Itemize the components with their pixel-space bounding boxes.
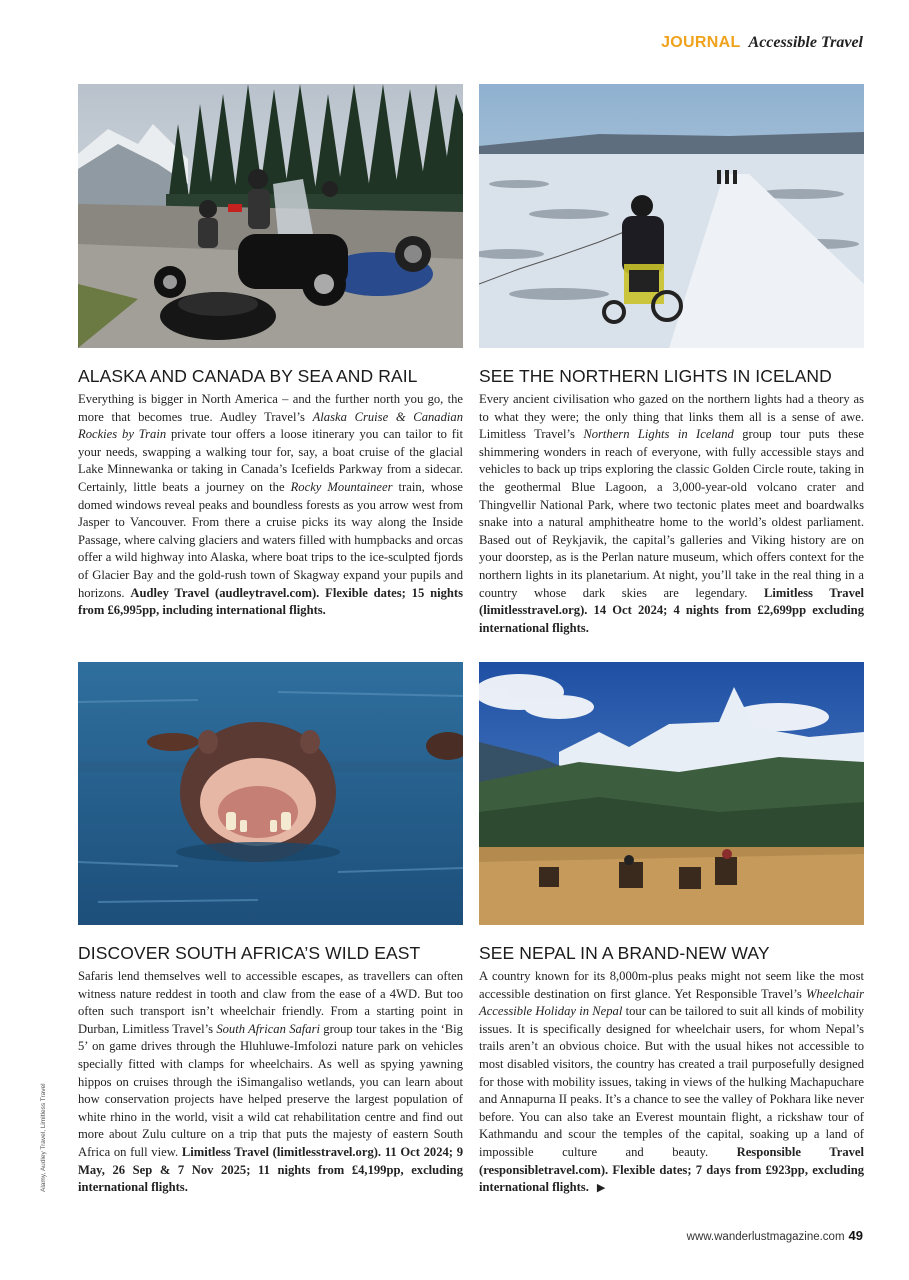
text-run: Alaska Cruise & Canadian Rockies by Train [78,409,463,442]
page-footer [687,1228,863,1243]
text-run: Safaris lend themselves well to accessible escapes, as travellers can often witness nature reddest in tooth and claw from the ease of a 4WD. But too often such transport isn’t wheelchair friendly. From a starting point in Durban, Limitless Travel’s [78,969,463,1036]
text-run: group tour puts these shimmering wonders in reach of everyone, with fully accessible stays and vehicles to back up trips exploring the classic Golden Circle route, taking in the geothermal Blue Lagoon, a 3,000-year-old volcano crater and Thingvellir National Park, where two tectonic plates meet and boardwalks snake into a natural amphitheatre home to the world’s oldest parliament. Based out of Reykjavik, the capital’s galleries and Viking history are on your doorstep, as is the Perlan nature museum, which offers context for the northern lights in its planetarium. At night, you’ll take in the real thing in a country whose dark skies are legendary. [479,427,864,600]
text-run: group tour takes in the ‘Big 5’ on game drives through the Hluhluwe-Imfolozi nature park on vehicles specially fitted with clamps for wheelchairs. As well as spying yawning hippos on cruises through the iSimangaliso wetlands, you can learn about how conservation projects have helped preserve the largest population of white rhino in the world, visit a wild cat rehabilitation centre and find out more about Zulu culture on a trip that puts the majesty of eastern South Africa on full view. [78,1021,463,1159]
photo-motorcycles [78,84,463,348]
article-body [78,391,463,620]
text-run: South African Safari [216,1021,320,1036]
text-run: Everything is bigger in North America – and the further north you go, the more that becomes true. Audley Travel’s [78,392,463,424]
article-title: SEE THE NORTHERN LIGHTS IN ICELAND [479,366,832,386]
text-run: private tour offers a loose itinerary you can tailor to fit your needs, swapping a walking tour for, say, a boat cruise of the glacial Lake Minnewanka or taking in Canada’s Icefields Parkway from a sidecar. Certainly, little beats a journey on the [78,427,463,494]
photo-nepal [479,662,864,925]
text-run: Limitless Travel (limitlesstravel.org). 11 Oct 2024; 9 May, 26 Sep & 7 Nov 2025; 11 nights from £4,199pp, excluding international flights. [78,1144,463,1195]
text-run: Responsible Travel (responsibletravel.com). Flexible dates; 7 days from £923pp, excluding international flights. [479,1144,864,1195]
article-title: SEE NEPAL IN A BRAND-NEW WAY [479,943,770,963]
page-number: 49 [848,1228,863,1243]
article-alaska-canada [78,366,463,620]
text-run: Rocky Mountaineer [290,479,393,494]
text-run: Audley Travel (audleytravel.com). Flexible dates; 15 nights from £6,995pp, including international flights. [78,585,464,618]
text-run: A country known for its 8,000m-plus peaks might not seem like the most accessible destination on first glance. Yet Responsible Travel’s [479,969,864,1001]
text-run: train, whose domed windows reveal peaks and boundless forests as you arrow west from Jasper to Vancouver. From there a cruise picks its way along the Inside Passage, where calving glaciers and waters filled with humpbacks and orcas offer a wild highway into Alaska, where boat trips to the ice-sculpted fjords of Glacier Bay and the gold-rush town of Skagway expand your pupils and horizons. [78,479,464,600]
photo-iceland-wheelchair [479,84,864,348]
article-title: DISCOVER SOUTH AFRICA’S WILD EAST [78,943,421,963]
header-section: Accessible Travel [748,34,863,51]
text-run: Northern Lights in Iceland [583,427,734,442]
article-body [479,968,864,1197]
text-run: tour can be tailored to suit all kinds of mobility issues. It is specifically designed for wheelchair users, for whom Nepal’s trails aren’t an obvious choice. But with the usual hikes not accessible to most disabled visitors, the country has created a trail purposefully designed for those with mobility issues, taking in views of the hulking Machapuchare and Annapurna II peaks. It’s a chance to see the valley of Pokhara like never before. You can also take an Everest mountain flight, a rickshaw tour of Kathmandu and scour the temples of the capital, soaking up a land of impossible culture and beauty. [479,1004,865,1159]
end-mark-icon: ▶ [596,1181,606,1195]
article-south-africa [78,943,463,1197]
article-iceland-northern-lights [479,366,864,637]
article-body [78,968,463,1197]
header-kicker: JOURNAL [661,34,741,51]
article-body [479,391,864,637]
text-run: Limitless Travel (limitlesstravel.org). 14 Oct 2024; 4 nights from £2,699pp excluding international flights. [479,585,864,635]
running-header [661,34,863,52]
photo-credit: Alamy, Audley Travel, Limitless Travel [40,1083,47,1192]
photo-hippo [78,662,463,925]
footer-url[interactable]: www.wanderlustmagazine.com [686,1231,845,1243]
article-title: ALASKA AND CANADA BY SEA AND RAIL [78,366,418,386]
text-run: Every ancient civilisation who gazed on the northern lights had a theory as to what they were; the only thing that links them all is a sense of awe. Limitless Travel’s [479,392,864,442]
text-run: Wheelchair Accessible Holiday in Nepal [479,986,864,1019]
article-nepal [479,943,864,1197]
